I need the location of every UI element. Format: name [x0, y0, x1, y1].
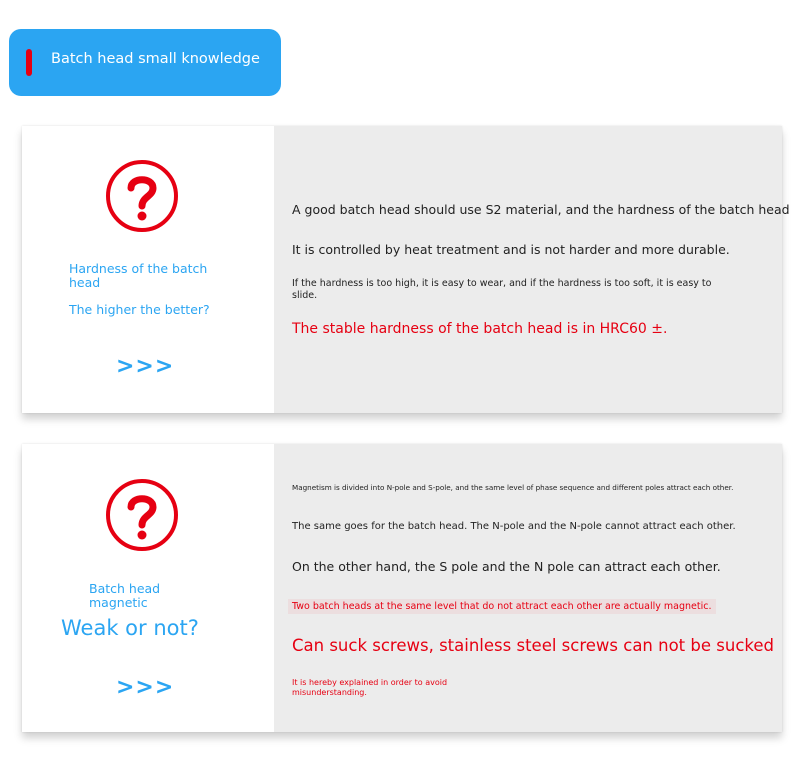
question-title: Hardness of the batch head	[69, 261, 208, 290]
question-mark-icon	[104, 477, 180, 553]
knowledge-card-magnetic	[22, 444, 782, 732]
answer-line: It is controlled by heat treatment and is not harder and more durable.	[292, 242, 730, 257]
question-subtitle: Weak or not?	[61, 616, 199, 640]
answer-line: If the hardness is too high, it is easy to wear, and if the hardness is too soft, it is easy to slide.	[292, 278, 712, 301]
answer-line: The same goes for the batch head. The N-pole and the N-pole cannot attract each other.	[292, 521, 736, 532]
more-arrows[interactable]: >>>	[116, 675, 175, 700]
question-panel	[22, 444, 274, 732]
section-title: Batch head small knowledge	[51, 51, 260, 67]
answer-line: Magnetism is divided into N-pole and S-pole, and the same level of phase sequence and different poles attract each other.	[292, 483, 734, 492]
answer-highlight: The stable hardness of the batch head is in HRC60 ±.	[292, 321, 668, 337]
question-subtitle: The higher the better?	[69, 302, 210, 317]
answer-line: On the other hand, the S pole and the N pole can attract each other.	[292, 559, 721, 574]
more-arrows[interactable]: >>>	[116, 354, 175, 379]
question-mark-icon	[104, 158, 180, 234]
answer-line: A good batch head should use S2 material, and the hardness of the batch head	[292, 202, 790, 217]
question-title: Batch head magnetic	[89, 581, 161, 610]
answer-emphasis: Can suck screws, stainless steel screws can not be sucked	[292, 636, 774, 655]
section-header	[9, 29, 281, 96]
header-accent-bar	[26, 49, 32, 76]
answer-note: It is hereby explained in order to avoid misunderstanding.	[292, 678, 448, 697]
answer-highlight: Two batch heads at the same level that do not attract each other are actually magnetic.	[288, 599, 716, 614]
knowledge-card-hardness	[22, 126, 790, 413]
question-panel	[22, 126, 274, 413]
